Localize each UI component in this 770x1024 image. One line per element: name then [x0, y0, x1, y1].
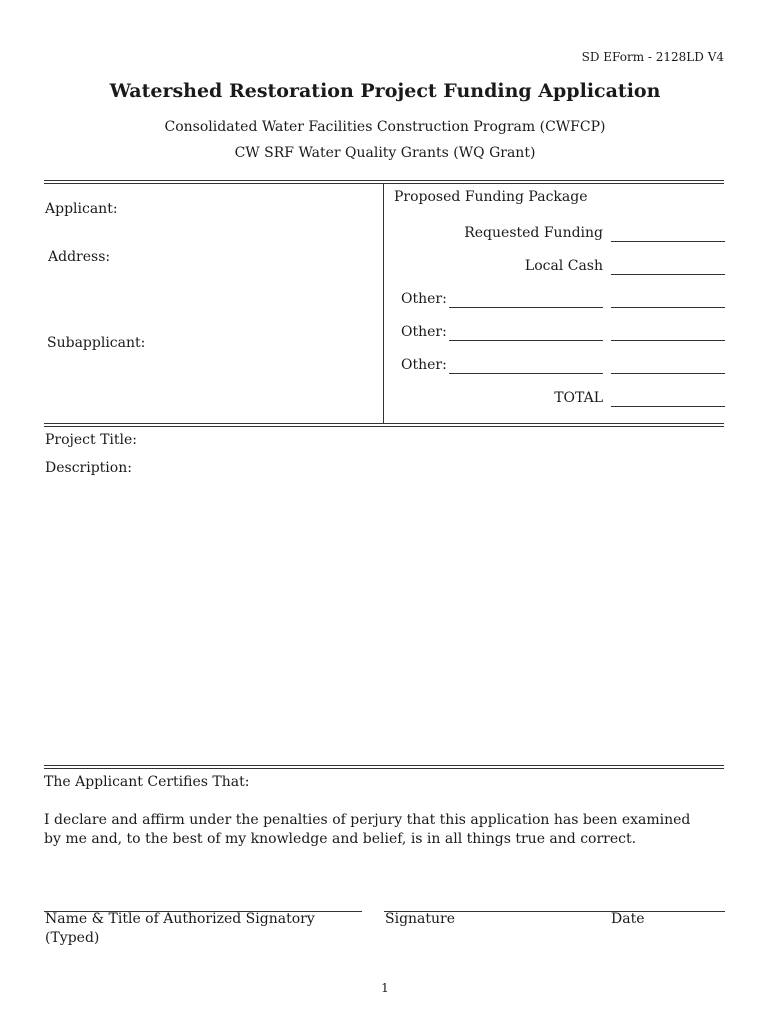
other-2-description-field[interactable]: [449, 340, 603, 341]
page-title: Watershed Restoration Project Funding Application: [109, 80, 661, 102]
typed-label: (Typed): [45, 930, 100, 946]
total-field[interactable]: [611, 406, 725, 407]
other-label: Other:: [401, 324, 447, 340]
section-divider: [44, 423, 724, 427]
requested-funding-label: Requested Funding: [464, 225, 603, 241]
column-divider: [383, 184, 384, 424]
local-cash-label: Local Cash: [524, 258, 603, 274]
certification-heading: The Applicant Certifies That:: [44, 774, 250, 790]
other-label: Other:: [401, 357, 447, 373]
page-number: 1: [381, 981, 389, 995]
other-label: Other:: [401, 291, 447, 307]
program-subtitle: Consolidated Water Facilities Construction Program (CWFCP): [164, 119, 606, 135]
subapplicant-label: Subapplicant:: [47, 335, 146, 351]
certification-divider: [44, 765, 724, 769]
certification-text-line-1: I declare and affirm under the penalties of perjury that this application has been examined: [44, 812, 691, 828]
name-title-label: Name & Title of Authorized Signatory: [45, 911, 315, 927]
applicant-label: Applicant:: [45, 201, 118, 217]
other-3-amount-field[interactable]: [611, 373, 725, 374]
local-cash-field[interactable]: [611, 274, 725, 275]
requested-funding-field[interactable]: [611, 241, 725, 242]
description-label: Description:: [45, 460, 132, 476]
other-3-description-field[interactable]: [449, 373, 603, 374]
other-2-amount-field[interactable]: [611, 340, 725, 341]
project-title-label: Project Title:: [45, 432, 138, 448]
form-id: SD EForm - 2128LD V4: [581, 50, 724, 64]
signature-label: Signature: [385, 911, 456, 927]
date-label: Date: [611, 911, 645, 927]
total-label: TOTAL: [554, 390, 603, 406]
address-label: Address:: [48, 249, 111, 265]
other-1-description-field[interactable]: [449, 307, 603, 308]
funding-package-heading: Proposed Funding Package: [394, 189, 588, 205]
top-divider: [44, 180, 724, 184]
other-1-amount-field[interactable]: [611, 307, 725, 308]
certification-text-line-2: by me and, to the best of my knowledge and belief, is in all things true and correct.: [44, 831, 637, 847]
grant-subtitle: CW SRF Water Quality Grants (WQ Grant): [234, 145, 536, 161]
